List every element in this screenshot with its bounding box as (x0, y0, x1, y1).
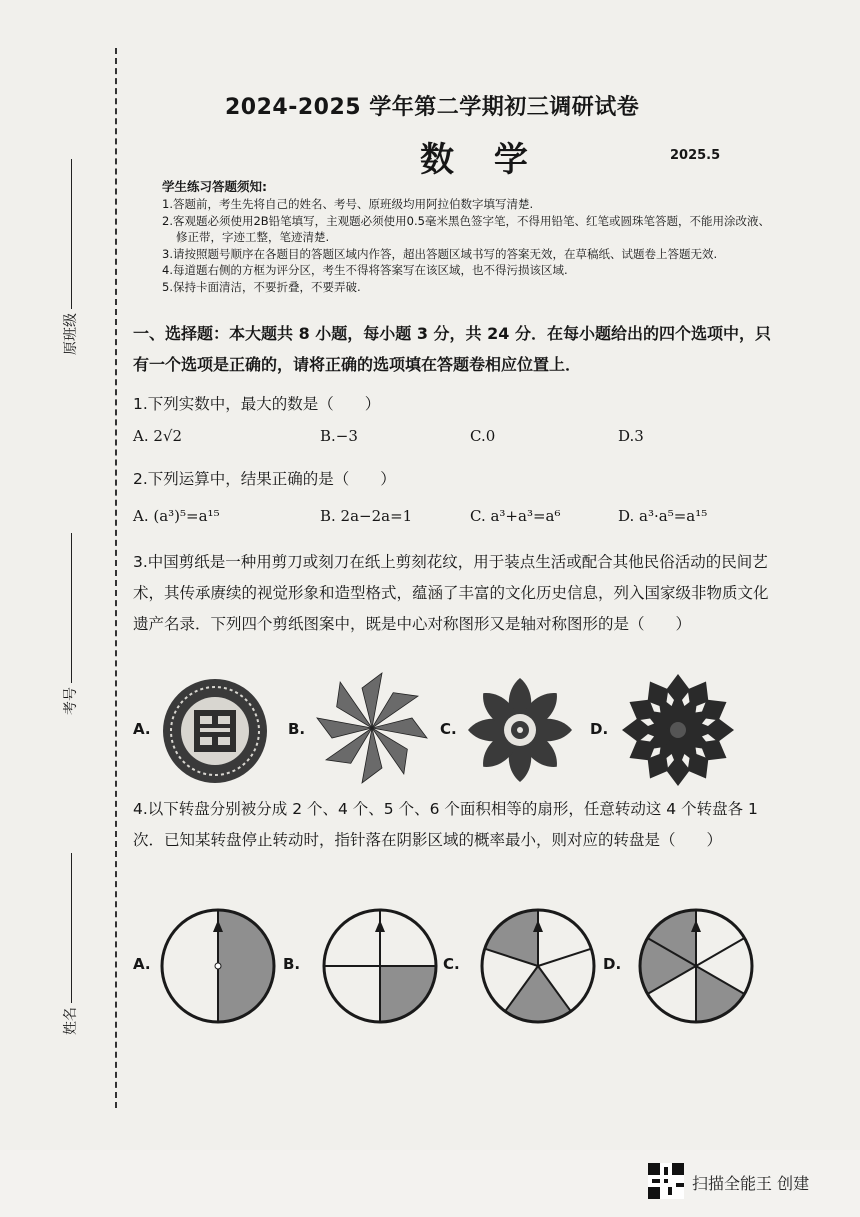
q4-label-a[interactable]: A. (133, 955, 151, 973)
exam-title: 2024-2025 学年第二学期初三调研试卷 (225, 95, 640, 120)
exam-no-label: 考号 (63, 687, 79, 715)
spinner-a-2-sectors-icon[interactable] (158, 906, 278, 1026)
notice-heading: 学生练习答题须知: (162, 179, 267, 194)
q4-label-c[interactable]: C. (443, 955, 460, 973)
exam-date: 2025.5 (670, 148, 721, 163)
spinner-b-4-sectors-icon[interactable] (320, 906, 440, 1026)
papercut-d-snowflake-icon[interactable] (618, 672, 738, 787)
notice-list (162, 196, 772, 295)
q1-option-b[interactable]: B.−3 (320, 427, 358, 445)
q2-option-d[interactable]: D. a³·a⁵=a¹⁵ (618, 507, 708, 525)
question-1-stem: 1.下列实数中，最大的数是（ ） (133, 395, 381, 413)
notice-item: 2.客观题必须使用2B铅笔填写，主观题必须使用0.5毫米黑色签字笔，不得用铅笔、红笔或圆珠笔答题，不能用涂改液、修正带，字迹工整，笔迹清楚. (162, 213, 770, 244)
class-blank[interactable] (71, 159, 72, 309)
q3-label-c[interactable]: C. (440, 720, 457, 738)
papercut-c-flower-icon[interactable] (465, 675, 575, 785)
binding-dashed-line (115, 48, 117, 1108)
q1-option-a[interactable]: A. 2√2 (133, 427, 183, 445)
q2-option-c[interactable]: C. a³+a³=a⁶ (470, 507, 561, 525)
q2-option-b[interactable]: B. 2a−2a=1 (320, 507, 413, 525)
exam-no-field[interactable] (60, 533, 80, 715)
q3-label-b[interactable]: B. (288, 720, 306, 738)
q1-option-d[interactable]: D.3 (618, 427, 644, 445)
notice-item: 4.每道题右侧的方框为评分区，考生不得将答案写在该区域，也不得污损该区域. (162, 263, 568, 277)
papercut-b-pinwheel-icon[interactable] (312, 668, 432, 788)
notice-item: 5.保持卡面清洁，不要折叠，不要弄破. (162, 279, 361, 294)
notice-item: 1.答题前，考生先将自己的姓名、考号、原班级均用阿拉伯数字填写清楚. (162, 197, 534, 211)
q4-label-d[interactable]: D. (603, 955, 622, 973)
q3-label-d[interactable]: D. (590, 720, 609, 738)
papercut-a-icon[interactable] (160, 676, 270, 786)
notice-item: 3.请按照题号顺序在各题目的答题区域内作答，超出答题区域书写的答案无效，在草稿纸、试题卷上答题无效. (162, 246, 718, 261)
name-field[interactable] (60, 853, 80, 1035)
q3-label-a[interactable]: A. (133, 720, 151, 738)
question-4-stem: 4.以下转盘分别被分成 2 个、4 个、5 个、6 个面积相等的扇形，任意转动这 4 个转盘各 1 次．已知某转盘停止转动时，指针落在阴影区域的概率最小，则对应的转盘是（ ） (133, 800, 758, 849)
q1-option-c[interactable]: C.0 (470, 427, 496, 445)
subject-title: 数 学 (420, 140, 542, 180)
name-label: 姓名 (63, 1007, 79, 1035)
spinner-c-5-sectors-icon[interactable] (478, 906, 598, 1026)
question-3-stem: 3.中国剪纸是一种用剪刀或刻刀在纸上剪刻花纹，用于装点生活或配合其他民俗活动的民间艺术，其传承赓续的视觉形象和造型格式，蕴涵了丰富的文化历史信息，列入国家级非物质文化遗产名录．下列四个剪纸图案中，既是中心对称图形又是轴对称图形的是（ ） (133, 553, 769, 633)
class-field[interactable] (60, 159, 80, 355)
name-blank[interactable] (71, 853, 72, 1003)
class-label: 原班级 (63, 313, 79, 355)
exam-no-blank[interactable] (71, 533, 72, 683)
qr-code-icon (648, 1163, 684, 1199)
q2-option-a[interactable]: A. (a³)⁵=a¹⁵ (133, 507, 220, 525)
scanner-watermark: 扫描全能王 创建 (692, 1174, 810, 1193)
section-heading: 一、选择题：本大题共 8 小题，每小题 3 分，共 24 分．在每小题给出的四个选项中，只有一个选项是正确的，请将正确的选项填在答题卷相应位置上． (133, 324, 771, 374)
question-2-stem: 2.下列运算中，结果正确的是（ ） (133, 470, 396, 488)
spinner-d-6-sectors-icon[interactable] (636, 906, 756, 1026)
q4-label-b[interactable]: B. (283, 955, 301, 973)
